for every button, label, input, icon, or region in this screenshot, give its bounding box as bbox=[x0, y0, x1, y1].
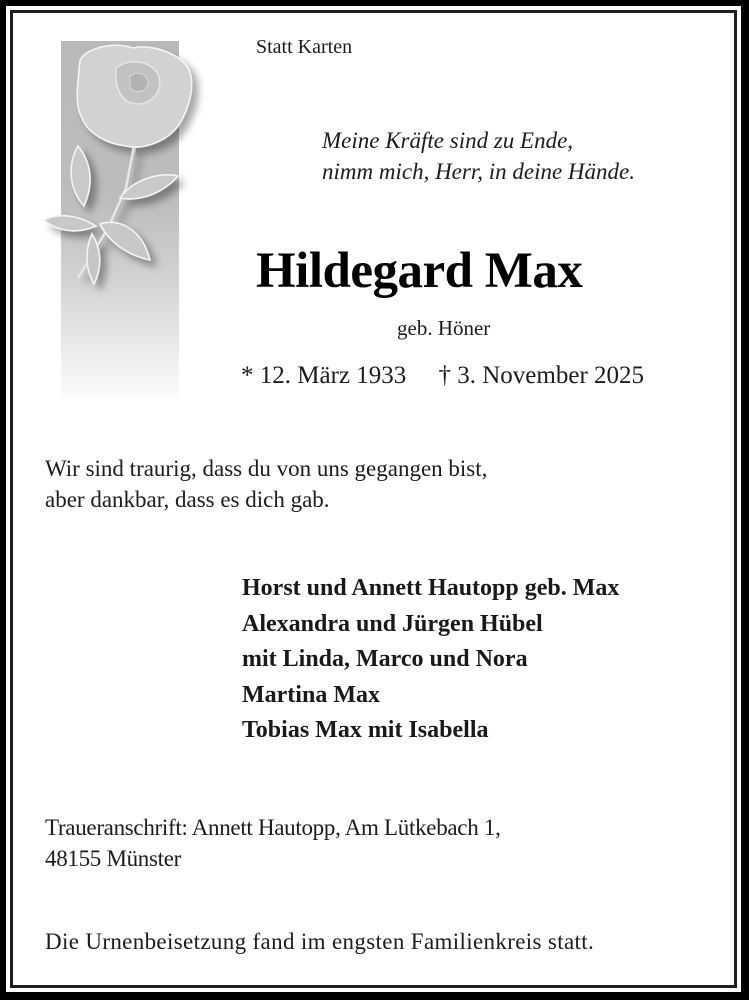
mourner-entry: mit Linda, Marco und Nora bbox=[242, 646, 528, 672]
statt-karten-label: Statt Karten bbox=[256, 36, 353, 58]
memorial-verse bbox=[322, 125, 635, 187]
death-cross-icon: † bbox=[438, 362, 451, 389]
mourner-entry: Horst und Annett Hautopp geb. Max bbox=[242, 575, 620, 601]
sorrow-line: aber dankbar, dass es dich gab. bbox=[45, 487, 330, 512]
verse-line: nimm mich, Herr, in deine Hände. bbox=[322, 159, 636, 184]
birth-star-icon: * bbox=[241, 362, 254, 389]
mourners-list bbox=[242, 571, 619, 749]
death-date: 3. November 2025 bbox=[457, 362, 645, 389]
mourning-address bbox=[45, 812, 501, 874]
life-dates bbox=[241, 362, 644, 390]
sorrow-statement bbox=[45, 453, 487, 515]
maiden-name: geb. Höner bbox=[397, 316, 491, 340]
address-line: Traueranschrift: Annett Hautopp, Am Lütkebach 1, bbox=[45, 815, 501, 840]
sorrow-line: Wir sind traurig, dass du von uns gegangen bist, bbox=[45, 456, 488, 481]
rose-icon bbox=[38, 38, 218, 298]
deceased-name: Hildegard Max bbox=[256, 243, 583, 299]
verse-line: Meine Kräfte sind zu Ende, bbox=[322, 128, 574, 153]
mourner-entry: Martina Max bbox=[242, 681, 380, 708]
address-line: 48155 Münster bbox=[45, 846, 182, 871]
mourner-entry: Alexandra und Jürgen Hübel bbox=[242, 610, 543, 637]
birth-date: 12. März 1933 bbox=[259, 362, 407, 389]
burial-note: Die Urnenbeisetzung fand im engsten Familienkreis statt. bbox=[45, 929, 595, 954]
mourner-entry: Tobias Max mit Isabella bbox=[242, 717, 489, 743]
